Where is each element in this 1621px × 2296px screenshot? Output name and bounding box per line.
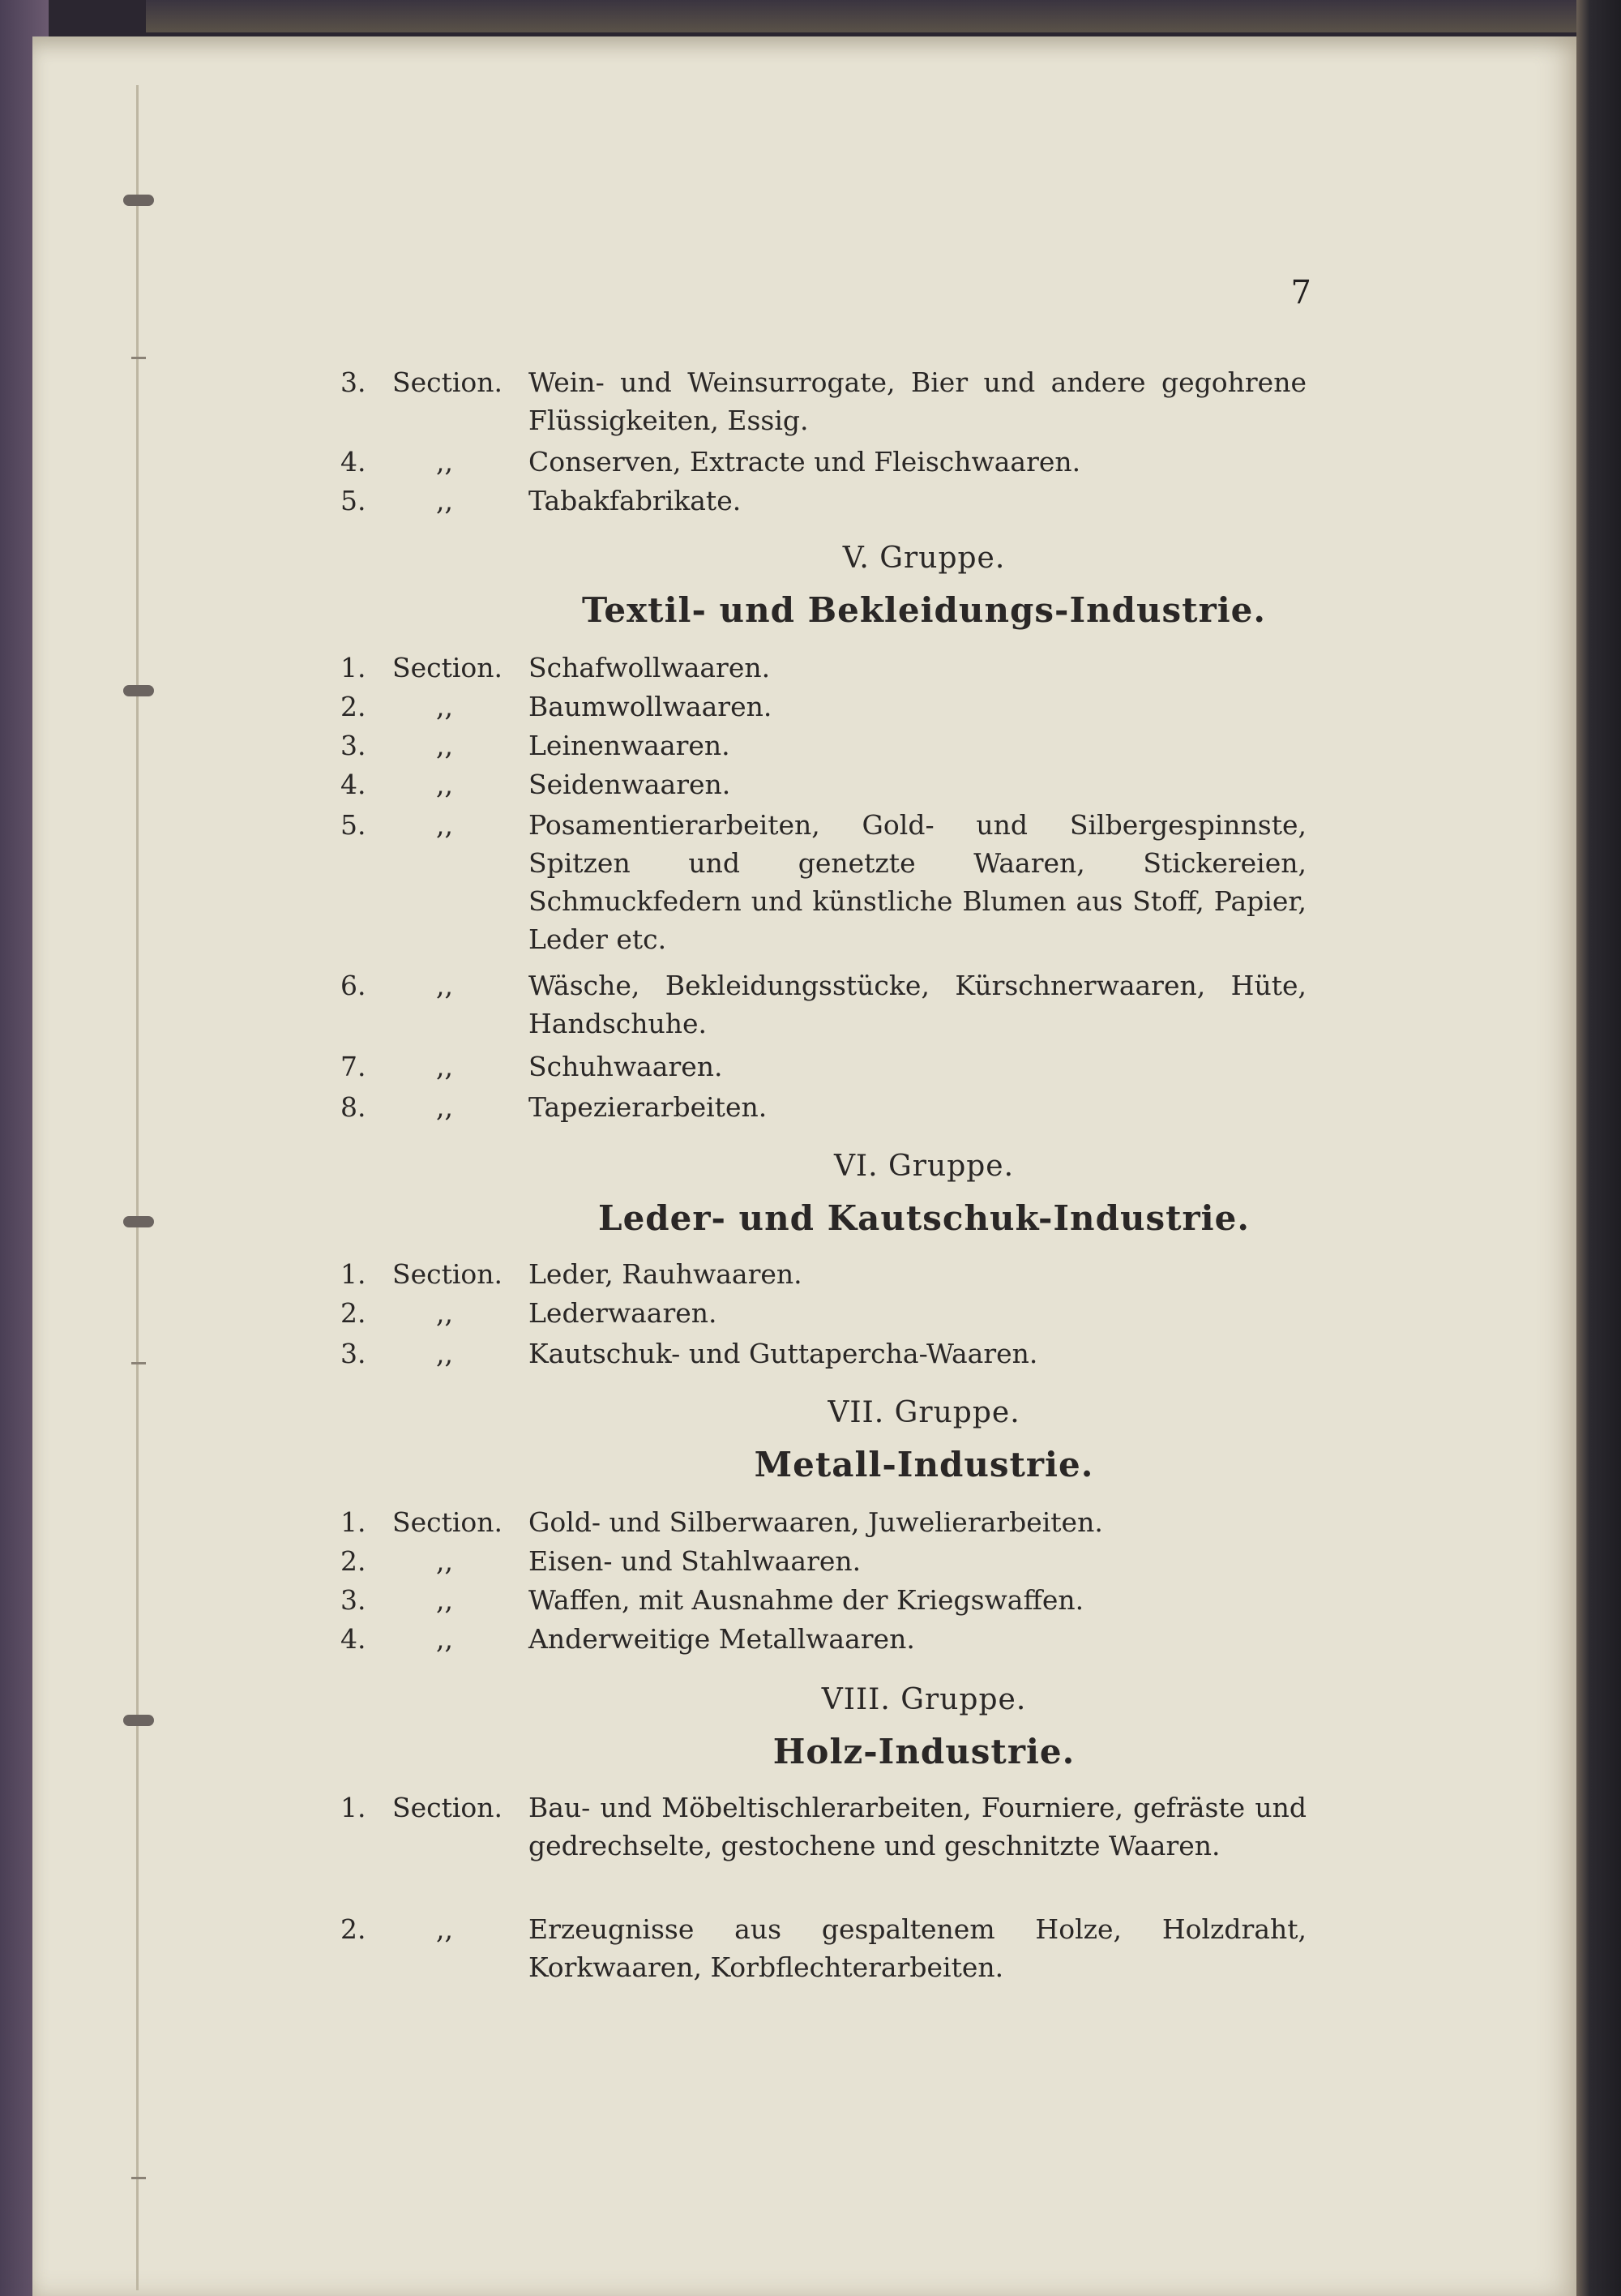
entry-number: 2. bbox=[340, 1913, 366, 1945]
entry-text: Schuhwaaren. bbox=[528, 1051, 723, 1082]
book-cover-right bbox=[1576, 0, 1621, 2296]
entry-number: 6. bbox=[340, 970, 366, 1001]
heading-holz: Holz-Industrie. bbox=[772, 1732, 1076, 1771]
binding-stitch bbox=[131, 1362, 146, 1364]
entry-number: 2. bbox=[340, 691, 366, 722]
entry-number: 4. bbox=[340, 446, 366, 478]
ditto-mark: ,, bbox=[436, 730, 453, 761]
ditto-mark: ,, bbox=[436, 1338, 453, 1369]
entry-number: 4. bbox=[340, 769, 366, 800]
gruppe-vi-label: VI. Gruppe. bbox=[833, 1150, 1015, 1183]
entry-number: 3. bbox=[340, 1338, 366, 1369]
entry-text: Gold- und Silberwaaren, Juwelierarbeiten. bbox=[528, 1506, 1103, 1538]
entry-number: 2. bbox=[340, 1545, 366, 1577]
heading-textil: Textil- und Bekleidungs-Industrie. bbox=[581, 590, 1267, 630]
entry-number: 5. bbox=[340, 809, 366, 841]
ditto-mark: ,, bbox=[436, 446, 453, 478]
entry-text: Wäsche, Bekleidungsstücke, Kürschnerwaaren, Hüte, Handschuhe. bbox=[528, 970, 1307, 1039]
entry-number: 1. bbox=[340, 652, 366, 683]
heading-leder: Leder- und Kautschuk-Industrie. bbox=[598, 1198, 1250, 1238]
entry-text: Schafwollwaaren. bbox=[528, 652, 771, 683]
ditto-mark: ,, bbox=[436, 809, 453, 841]
ditto-mark: ,, bbox=[436, 1545, 453, 1577]
entry-number: 1. bbox=[340, 1258, 366, 1290]
entry-text: Eisen- und Stahlwaaren. bbox=[528, 1545, 862, 1577]
book-cover-top bbox=[146, 0, 1621, 32]
entry-number: 2. bbox=[340, 1297, 366, 1329]
entry-text: Erzeugnisse aus gespaltenem Holze, Holzdraht, Korkwaaren, Korbflechterarbeiten. bbox=[528, 1913, 1307, 1983]
ditto-mark: ,, bbox=[436, 691, 453, 722]
entry-text: Tabakfabrikate. bbox=[528, 485, 742, 516]
binding-stitch bbox=[131, 357, 146, 359]
entry-number: 7. bbox=[340, 1051, 366, 1082]
binding-thread-mark bbox=[123, 1216, 154, 1227]
gruppe-viii-label: VIII. Gruppe. bbox=[821, 1683, 1027, 1716]
ditto-mark: ,, bbox=[436, 1091, 453, 1123]
ditto-mark: ,, bbox=[436, 485, 453, 516]
page-number: 7 bbox=[1290, 274, 1311, 311]
ditto-mark: ,, bbox=[436, 1584, 453, 1616]
entry-text: Kautschuk- und Guttapercha-Waaren. bbox=[528, 1338, 1038, 1369]
ditto-mark: ,, bbox=[436, 1913, 453, 1945]
gruppe-v-label: V. Gruppe. bbox=[842, 542, 1006, 575]
ditto-mark: ,, bbox=[436, 1623, 453, 1655]
binding-thread-mark bbox=[123, 1715, 154, 1726]
entry-text: Wein- und Weinsurrogate, Bier und andere gegohrene Flüssigkeiten, Essig. bbox=[528, 366, 1307, 436]
section-label: Section. bbox=[392, 1792, 503, 1823]
binding-stitch bbox=[131, 2177, 146, 2179]
entry-text: Anderweitige Metallwaaren. bbox=[528, 1623, 915, 1655]
entry-text: Conserven, Extracte und Fleischwaaren. bbox=[528, 446, 1081, 478]
binding-thread-mark bbox=[123, 195, 154, 206]
entry-number: 4. bbox=[340, 1623, 366, 1655]
entry-number: 3. bbox=[340, 366, 366, 398]
entry-text: Bau- und Möbeltischlerarbeiten, Fourniere, gefräste und gedrechselte, gestochene und geschnitzte Waaren. bbox=[528, 1792, 1307, 1861]
ditto-mark: ,, bbox=[436, 1051, 453, 1082]
gruppe-vii-label: VII. Gruppe. bbox=[828, 1396, 1020, 1429]
entry-text: Baumwollwaaren. bbox=[528, 691, 772, 722]
entry-number: 3. bbox=[340, 730, 366, 761]
entry-number: 5. bbox=[340, 485, 366, 516]
entry-number: 3. bbox=[340, 1584, 366, 1616]
section-label: Section. bbox=[392, 366, 503, 398]
section-label: Section. bbox=[392, 1506, 503, 1538]
entry-number: 1. bbox=[340, 1792, 366, 1823]
entry-number: 8. bbox=[340, 1091, 366, 1123]
entry-text: Posamentierarbeiten, Gold- und Silbergespinnste, Spitzen und genetzte Waaren, Stickereien, Schmuckfedern und künstliche Blumen aus Stoff, Papier, Leder etc. bbox=[528, 809, 1307, 955]
entry-text: Tapezierarbeiten. bbox=[528, 1091, 768, 1123]
ditto-mark: ,, bbox=[436, 1297, 453, 1329]
section-label: Section. bbox=[392, 1258, 503, 1290]
ditto-mark: ,, bbox=[436, 970, 453, 1001]
heading-metall: Metall-Industrie. bbox=[754, 1445, 1094, 1484]
ditto-mark: ,, bbox=[436, 769, 453, 800]
entry-text: Leinenwaaren. bbox=[528, 730, 730, 761]
entry-text: Leder, Rauhwaaren. bbox=[528, 1258, 802, 1290]
section-label: Section. bbox=[392, 652, 503, 683]
entry-text: Lederwaaren. bbox=[528, 1297, 717, 1329]
binding-thread-mark bbox=[123, 685, 154, 696]
entry-number: 1. bbox=[340, 1506, 366, 1538]
binding-gutter bbox=[136, 85, 139, 2290]
entry-text: Waffen, mit Ausnahme der Kriegswaffen. bbox=[528, 1584, 1084, 1616]
entry-text: Seidenwaaren. bbox=[528, 769, 731, 800]
